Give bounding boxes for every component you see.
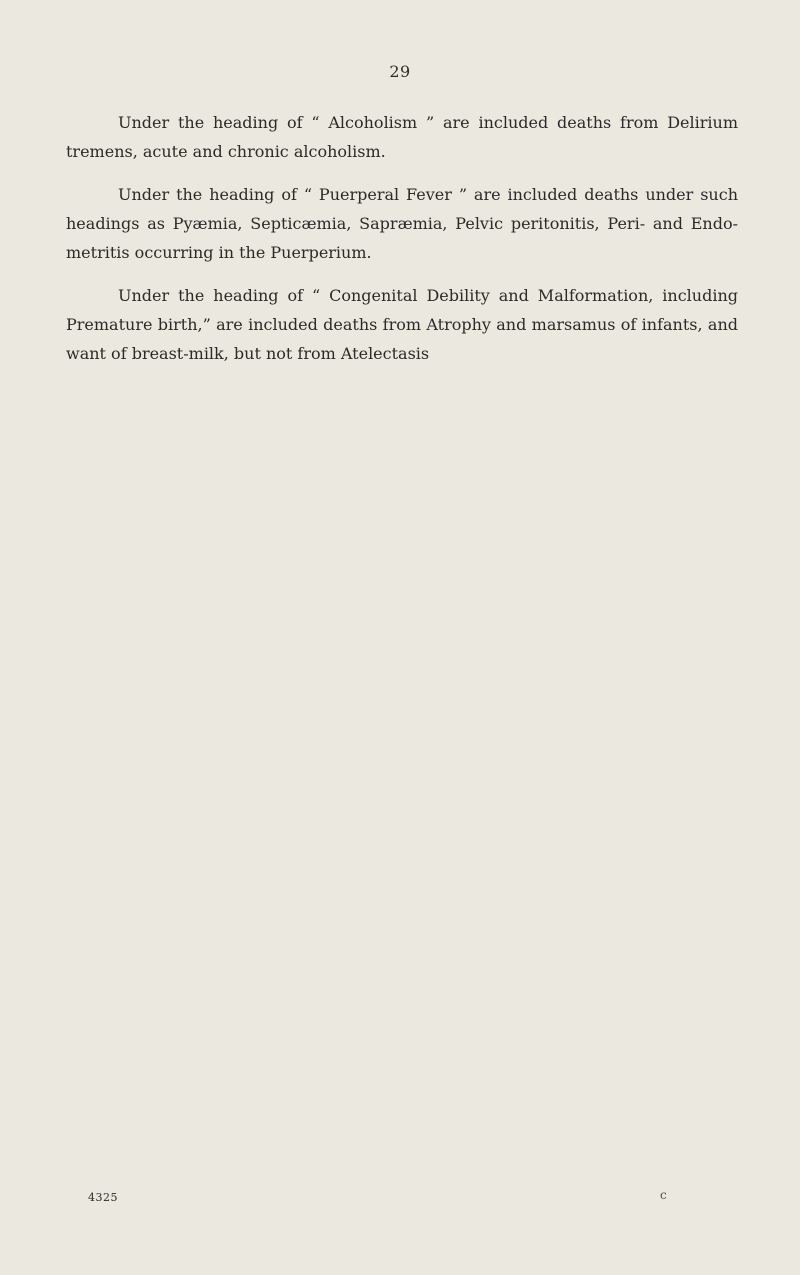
paragraph-congenital-debility: Under the heading of “ Congenital Debility and Malformation, including Premature birth,” are included deaths from Atrophy and marsamus of infants, and want of breast-milk, but not from Atelectasis (66, 286, 738, 363)
corner-mark: c (660, 1188, 667, 1202)
paragraph-alcoholism: Under the heading of “ Alcoholism ” are included deaths from Delirium tremens, acute and chronic alcoholism. (66, 113, 738, 161)
page-number: 29 (389, 62, 411, 81)
body-text (66, 108, 738, 382)
printer-code: 4325 (88, 1191, 118, 1204)
paragraph-puerperal-fever: Under the heading of “ Puerperal Fever ” are included deaths under such headings as Pyæmia, Septicæmia, Sapræmia, Pelvic peritonitis, Peri- and Endo-metritis occurring in the Puerperium. (66, 185, 738, 262)
